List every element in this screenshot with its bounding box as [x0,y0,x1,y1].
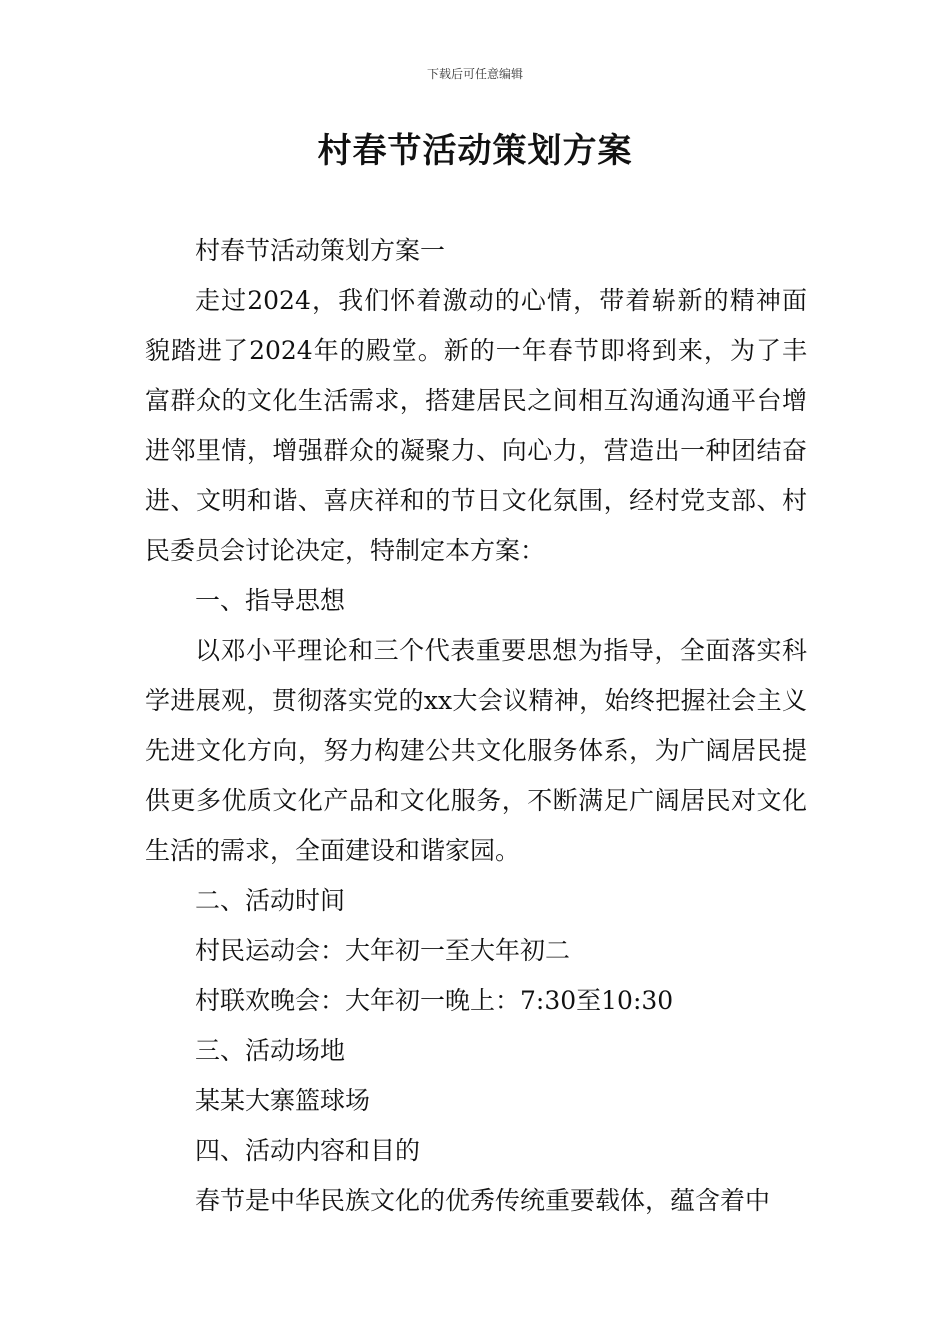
section-subtitle: 村春节活动策划方案一 [195,236,446,265]
heading-activity-content: 四、活动内容和目的 [195,1136,421,1165]
heading-activity-venue: 三、活动场地 [195,1036,346,1065]
activity-time-gala: 村联欢晚会：大年初一晚上：7:30至10:30 [195,986,674,1015]
document-title: 村春节活动策划方案 [317,131,633,171]
heading-activity-time: 二、活动时间 [195,886,346,915]
heading-guiding-ideology: 一、指导思想 [195,586,346,615]
activity-time-sports: 村民运动会：大年初一至大年初二 [195,936,571,965]
activity-venue-text: 某某大寨篮球场 [195,1086,371,1115]
page-header-note: 下载后可任意编辑 [426,67,523,81]
document-body [145,226,807,1226]
intro-paragraph: 走过2024，我们怀着激动的心情，带着崭新的精神面貌踏进了2024年的殿堂。新的一年春节即将到来，为了丰富群众的文化生活需求，搭建居民之间相互沟通沟通平台增进邻里情，增强群众的凝聚力、向心力，营造出一种团结奋进、文明和谐、喜庆祥和的节日文化氛围，经村党支部、村民委员会讨论决定，特制定本方案： [145,286,807,565]
activity-content-paragraph: 春节是中华民族文化的优秀传统重要载体，蕴含着中 [195,1186,771,1215]
guiding-ideology-paragraph: 以邓小平理论和三个代表重要思想为指导，全面落实科学进展观，贯彻落实党的xx大会议精神，始终把握社会主义先进文化方向，努力构建公共文化服务体系，为广阔居民提供更多优质文化产品和文化服务，不断满足广阔居民对文化生活的需求，全面建设和谐家园。 [145,636,807,865]
